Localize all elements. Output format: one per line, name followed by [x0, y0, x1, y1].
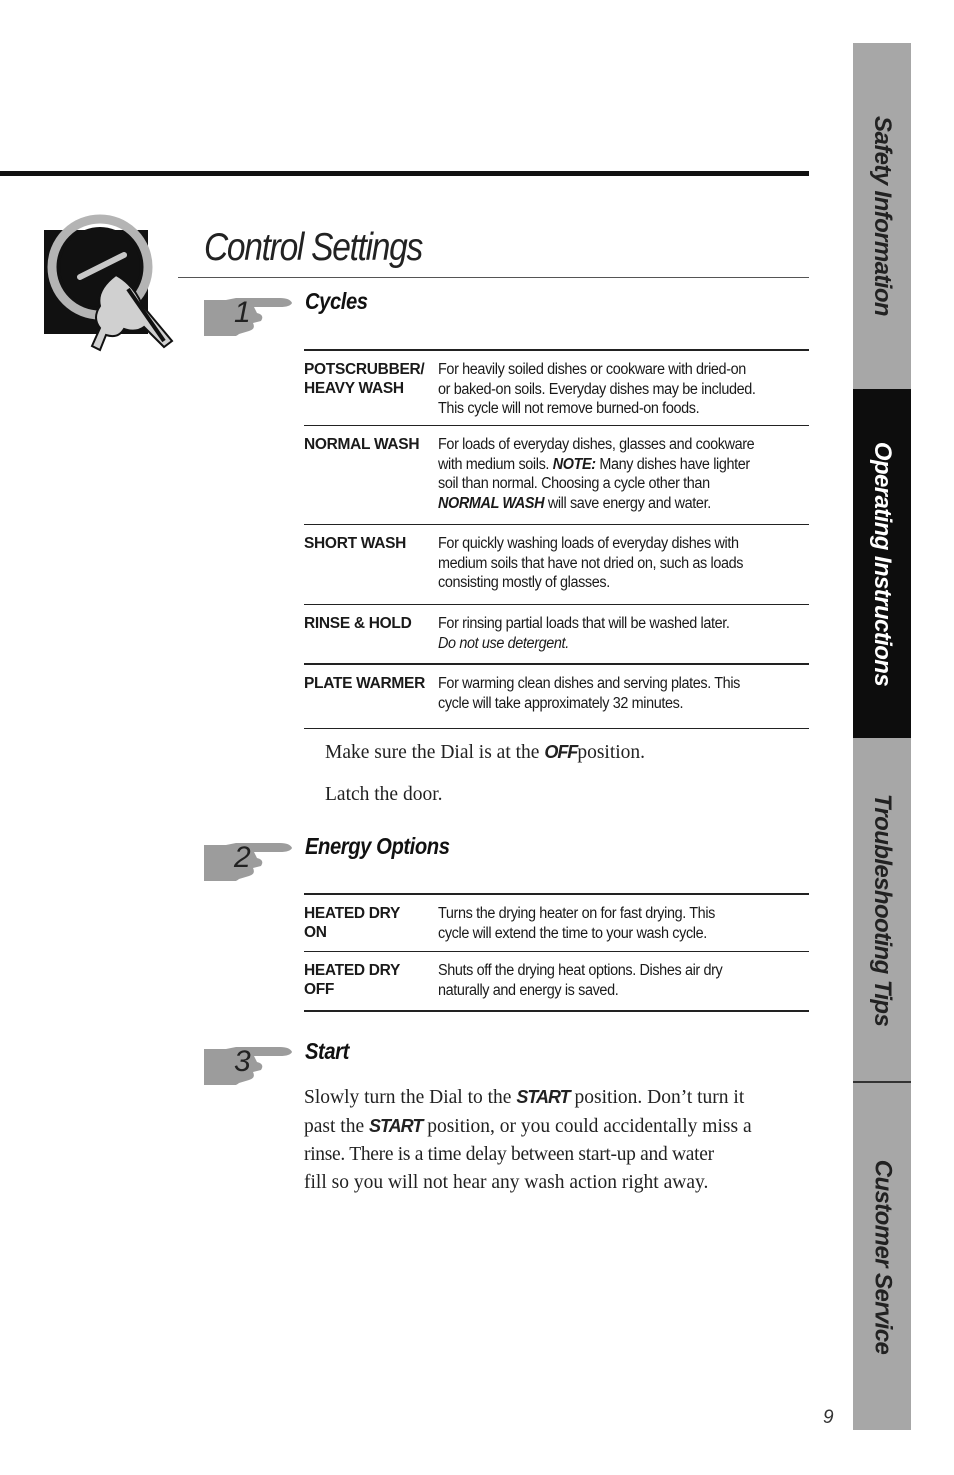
start-heading: Start: [305, 1038, 349, 1064]
step-number: 3: [234, 1045, 251, 1078]
cycle-description: For warming clean dishes and serving plates. This cycle will take approximately 32 minutes.: [438, 675, 741, 712]
step-number: 2: [234, 841, 251, 874]
header-rule: [0, 171, 809, 176]
table-row: [304, 893, 809, 952]
cycle-description: For quickly washing loads of everyday dishes with medium soils that have not dried on, such as loads consisting mostly of glasses.: [438, 535, 744, 591]
step-1-hand-icon: [202, 294, 294, 336]
cycles-heading: Cycles: [305, 288, 368, 314]
step-number: 1: [234, 296, 251, 329]
table-row: [304, 426, 809, 525]
table-row: [304, 952, 809, 1012]
table-row: [304, 349, 809, 426]
page-title: Control Settings: [204, 226, 422, 269]
table-row: [304, 665, 809, 729]
option-description: Shuts off the drying heat options. Dishes air dry naturally and energy is saved.: [438, 962, 723, 999]
tab-operating-instructions[interactable]: Operating Instructions: [853, 389, 911, 738]
step-3-hand-icon: [202, 1043, 294, 1085]
title-rule: [178, 277, 809, 278]
dial-hand-icon: [44, 205, 174, 360]
table-row: [304, 605, 809, 665]
step-2-hand-icon: [202, 839, 294, 881]
option-name: HEATED DRY OFF: [304, 962, 401, 998]
tab-safety-information[interactable]: Safety Information: [853, 43, 911, 389]
cycle-description: For rinsing partial loads that will be washed later. Do not use detergent.: [438, 615, 730, 652]
option-name: HEATED DRY ON: [304, 905, 401, 941]
energy-options-table: [304, 893, 809, 1012]
section-tabs: [853, 43, 911, 1430]
tab-customer-service[interactable]: Customer Service: [853, 1083, 911, 1430]
dial-off-note: Make sure the Dial is at the OFFposition.: [325, 742, 646, 763]
tab-troubleshooting-tips[interactable]: Troubleshooting Tips: [853, 738, 911, 1083]
energy-options-heading: Energy Options: [305, 833, 450, 859]
cycle-name: POTSCRUBBER/ HEAVY WASH: [304, 361, 425, 397]
cycle-name: SHORT WASH: [304, 535, 407, 552]
cycle-name: PLATE WARMER: [304, 675, 425, 692]
cycles-table: [304, 349, 809, 729]
cycle-description: For heavily soiled dishes or cookware with dried-on or baked-on soils. Everyday dishes may be included. This cycle will not remove burned-on foods.: [438, 361, 756, 417]
page-number: 9: [823, 1407, 834, 1428]
cycle-name: NORMAL WASH: [304, 436, 420, 453]
option-description: Turns the drying heater on for fast drying. This cycle will extend the time to your wash cycle.: [438, 905, 716, 942]
table-row: [304, 525, 809, 605]
start-paragraph: Slowly turn the Dial to the START position. Don’t turn it past the START position, or you could accidentally miss a rinse. There is a time delay between start-up and water fill so you will not hear any wash action right away.: [304, 1087, 752, 1193]
cycle-name: RINSE & HOLD: [304, 615, 412, 632]
latch-note: Latch the door.: [325, 784, 443, 805]
cycle-description: For loads of everyday dishes, glasses and cookware with medium soils. NOTE: Many dishes have lighter soil than normal. Choosing a cycle other than NORMAL WASH will save energy and water.: [438, 436, 755, 512]
